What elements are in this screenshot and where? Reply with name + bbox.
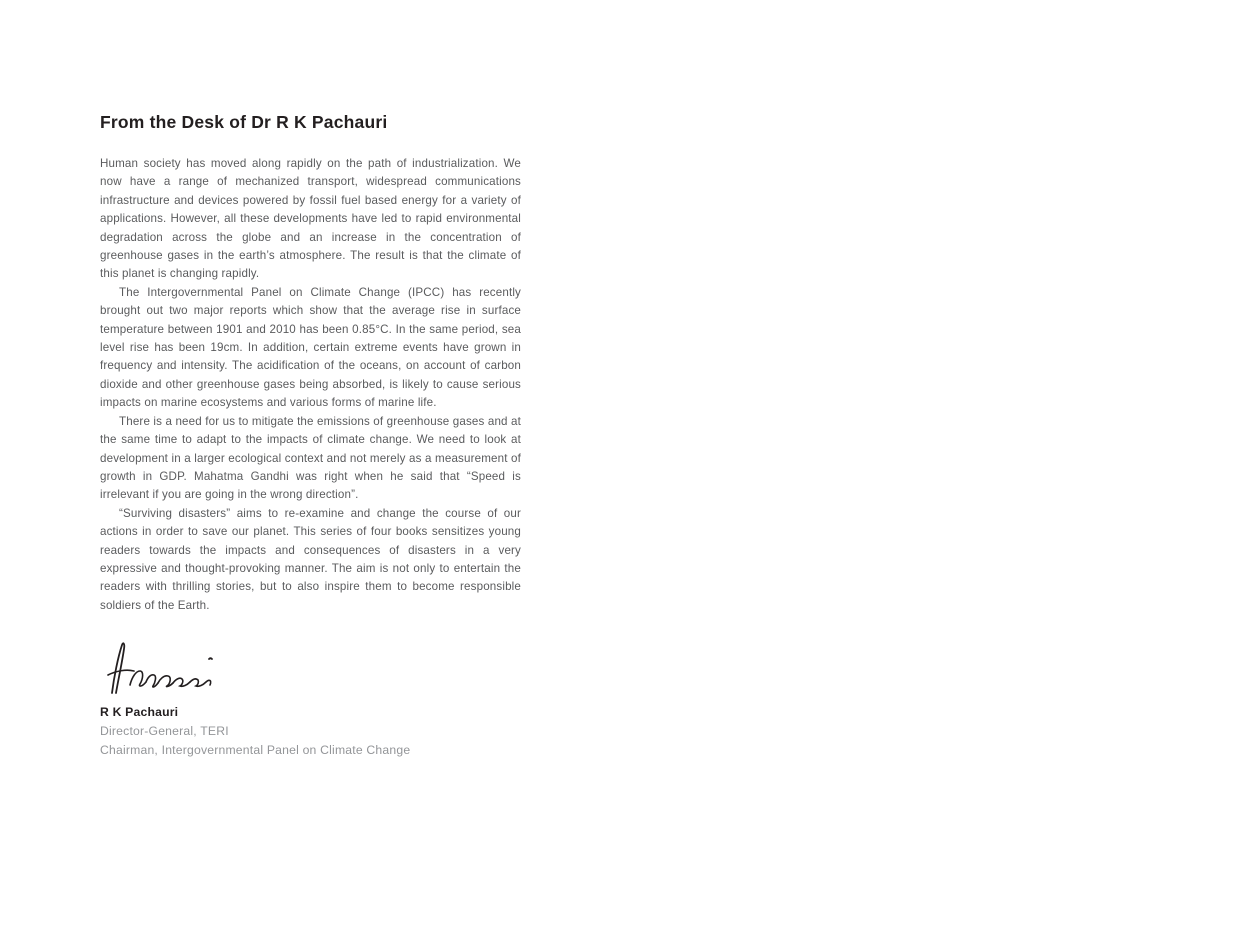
signature-image: [102, 641, 232, 699]
content-column: [100, 112, 521, 762]
paragraph-2: The Intergovernmental Panel on Climate Change (IPCC) has recently brought out two major reports which show that the average rise in surface temperature between 1901 and 2010 has been 0.85°C. In the same period, sea level rise has been 19cm. In addition, certain extreme events have grown in frequency and intensity. The acidification of the oceans, on account of carbon dioxide and other greenhouse gases being absorbed, is likely to cause serious impacts on marine ecosystems and various forms of marine life.: [100, 285, 521, 410]
page-title: From the Desk of Dr R K Pachauri: [100, 112, 388, 132]
signatory-role-1: Director-General, TERI: [100, 724, 229, 739]
signatory-name: R K Pachauri: [100, 705, 179, 720]
paragraph-4: “Surviving disasters” aims to re-examine and change the course of our actions in order to save our planet. This series of four books sensitizes young readers towards the impacts and consequences of disasters in a very expressive and thought-provoking manner. The aim is not only to entertain the readers with thrilling stories, but to also inspire them to become responsible soldiers of the Earth.: [100, 506, 521, 612]
signatory-role-2: Chairman, Intergovernmental Panel on Climate Change: [100, 743, 411, 758]
body-text: [100, 155, 521, 615]
paragraph-1: Human society has moved along rapidly on the path of industrialization. We now have a range of mechanized transport, widespread communications infrastructure and devices powered by fossil fuel based energy for a variety of applications. However, all these developments have led to rapid environmental degradation across the globe and an increase in the concentration of greenhouse gases in the earth’s atmosphere. The result is that the climate of this planet is changing rapidly.: [100, 157, 521, 281]
signature-block: [100, 641, 521, 757]
paragraph-3: There is a need for us to mitigate the emissions of greenhouse gases and at the same time to adapt to the impacts of climate change. We need to look at development in a larger ecological context and not merely as a measurement of growth in GDP. Mahatma Gandhi was right when he said that “Speed is irrelevant if you are going in the wrong direction”.: [100, 414, 521, 502]
